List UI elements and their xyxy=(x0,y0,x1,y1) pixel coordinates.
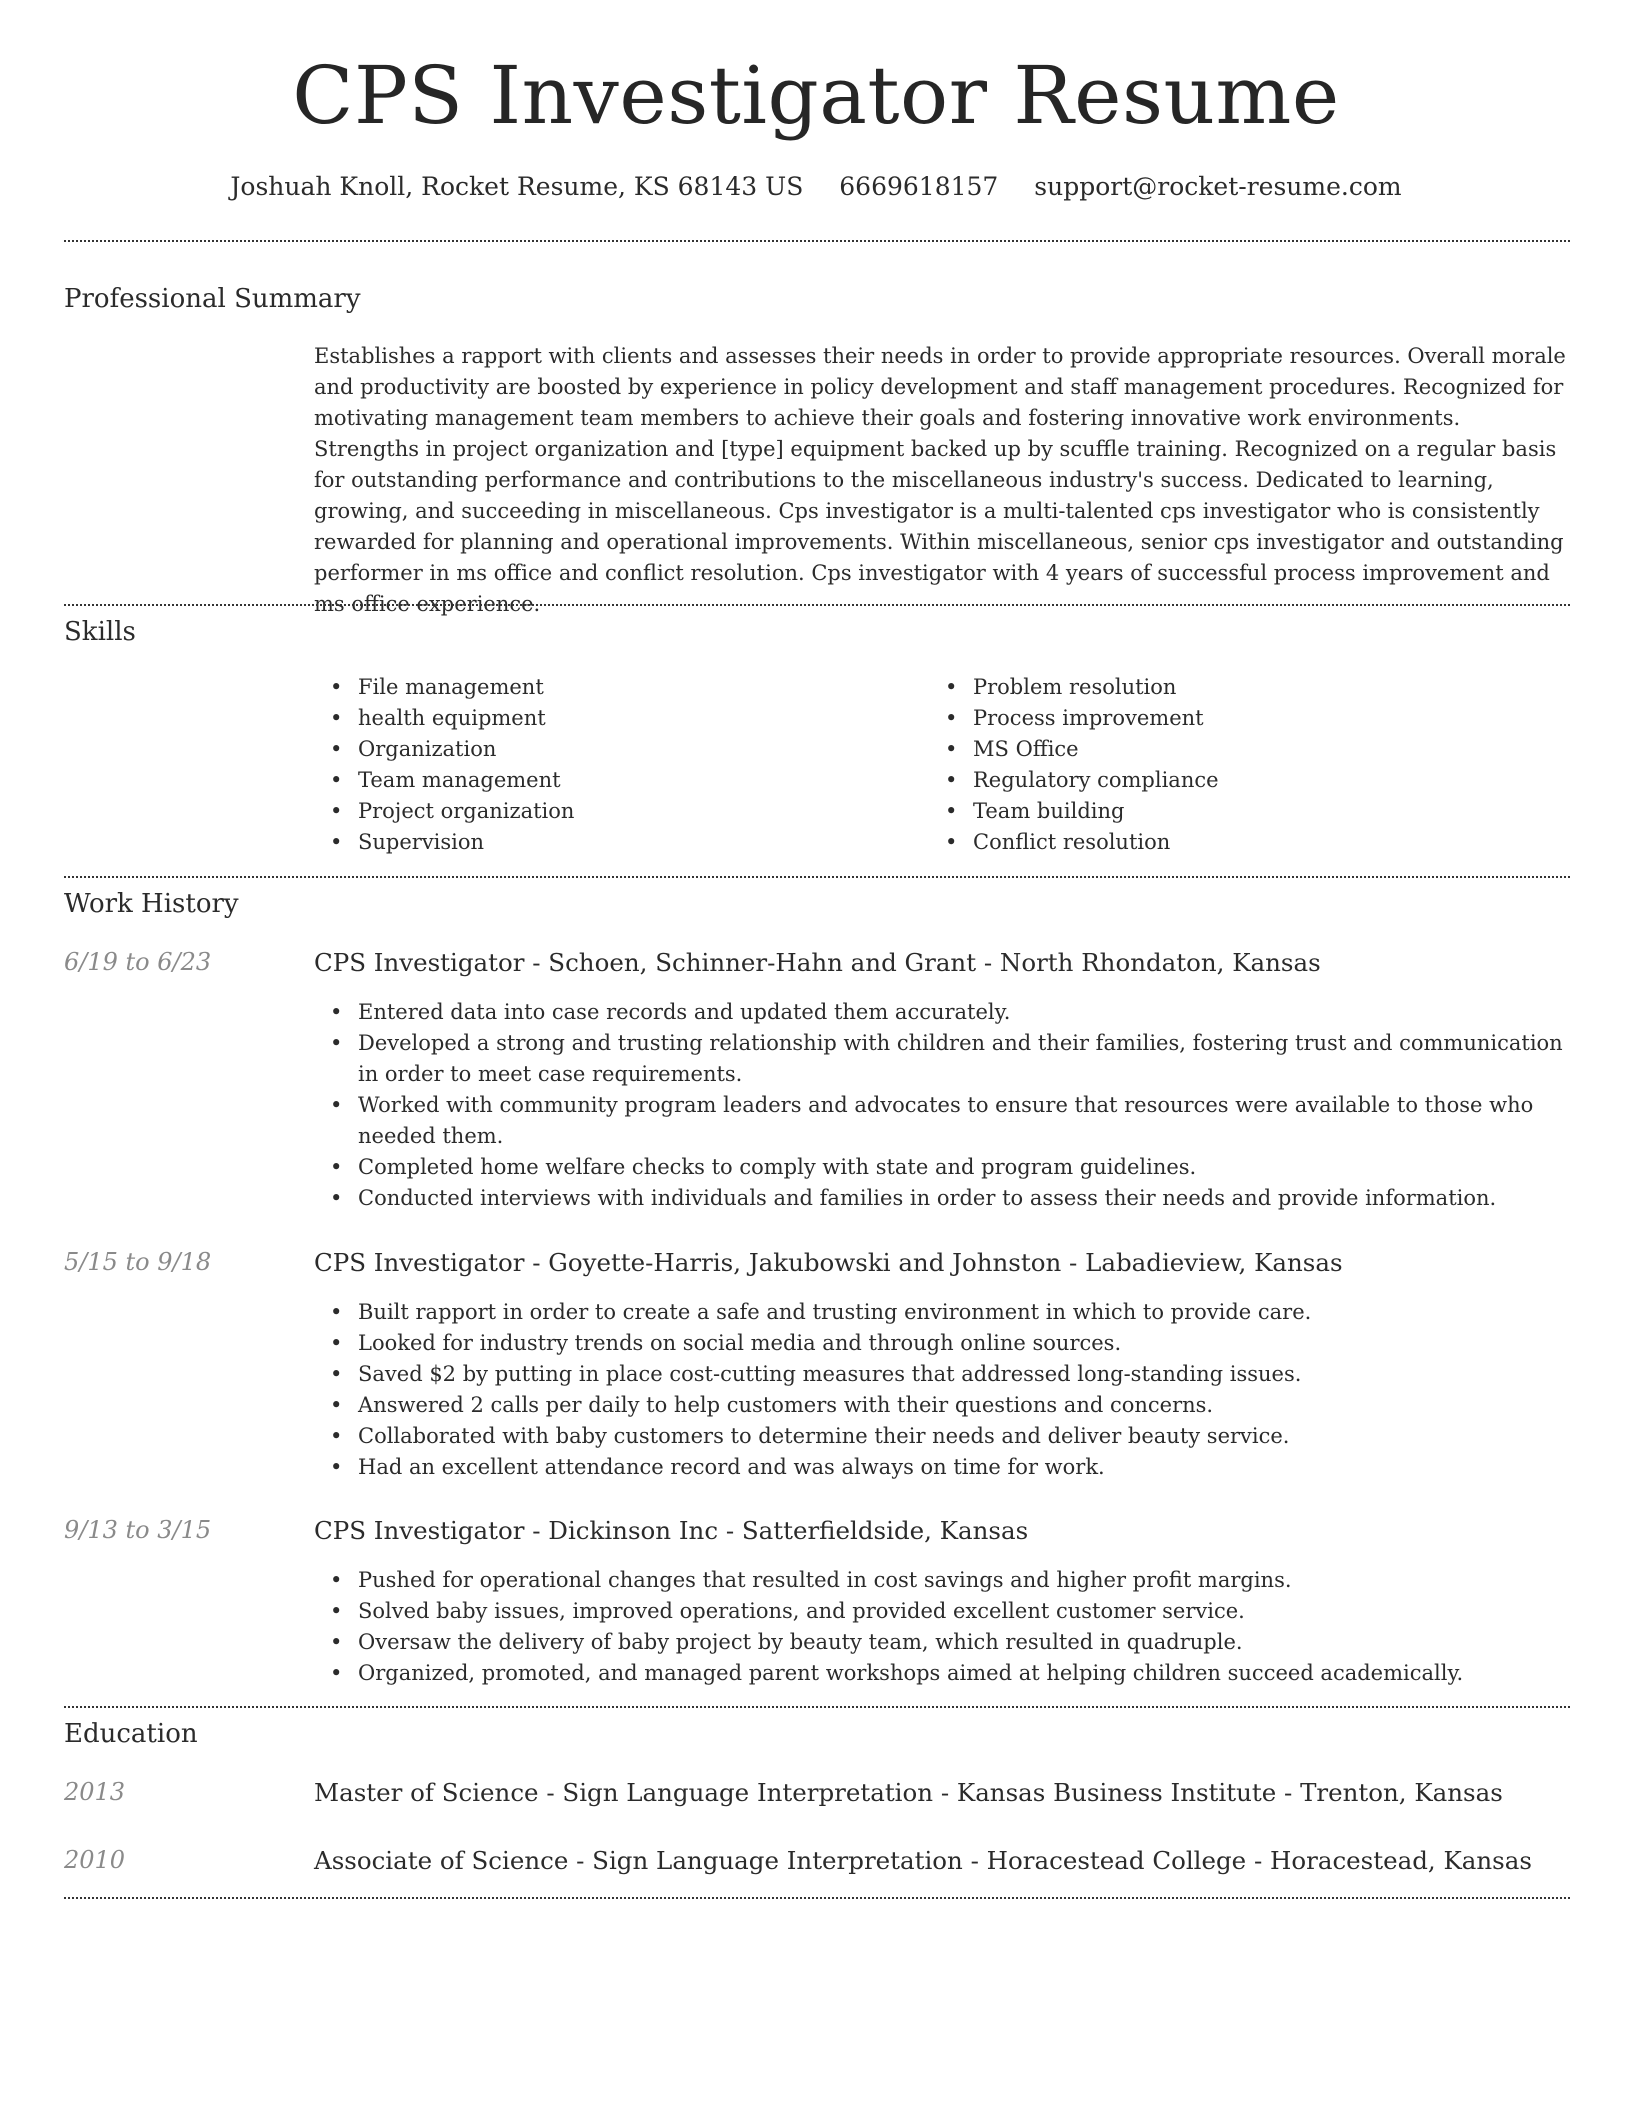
skill-item: • Regulatory compliance xyxy=(929,765,1529,796)
job-bullet: • Completed home welfare checks to comply with state and program guidelines. xyxy=(314,1152,1570,1183)
divider xyxy=(64,1897,1570,1899)
job-bullet: • Conducted interviews with individuals and families in order to assess their needs and provide information. xyxy=(314,1183,1570,1214)
job-title: CPS Investigator - Goyette-Harris, Jakubowski and Johnston - Labadieview, Kansas xyxy=(314,1248,1343,1277)
job-bullet: • Oversaw the delivery of baby project by beauty team, which resulted in quadruple. xyxy=(314,1627,1570,1658)
skills-list-right xyxy=(929,672,1529,858)
divider xyxy=(64,876,1570,878)
summary-text: Establishes a rapport with clients and assesses their needs in order to provide appropriate resources. Overall morale and productivity are boosted by experience in policy development and staff management procedures. Recognized for motivating management team members to achieve their goals and fostering innovative work environments. Strengths in project organization and [type] equipment backed up by scuffle training. Recognized on a regular basis for outstanding performance and contributions to the miscellaneous industry's success. Dedicated to learning, growing, and succeeding in miscellaneous. Cps investigator is a multi-talented cps investigator who is consistently rewarded for planning and operational improvements. Within miscellaneous, senior cps investigator and outstanding performer in ms office and conflict resolution. Cps investigator with 4 years of successful process improvement and ms office experience. xyxy=(314,344,1566,616)
job-bullets xyxy=(314,997,1570,1214)
job-bullet: • Pushed for operational changes that resulted in cost savings and higher profit margins. xyxy=(314,1565,1570,1596)
education-year: 2010 xyxy=(64,1846,126,1874)
contact-email: support@rocket-resume.com xyxy=(1034,172,1402,201)
job-title: CPS Investigator - Schoen, Schinner-Hahn and Grant - North Rhondaton, Kansas xyxy=(314,948,1321,977)
job-bullet: • Entered data into case records and updated them accurately. xyxy=(314,997,1570,1028)
skill-item: • Organization xyxy=(314,734,914,765)
skill-item: • Process improvement xyxy=(929,703,1529,734)
job-bullets xyxy=(314,1565,1570,1689)
education-year: 2013 xyxy=(64,1778,126,1806)
work-heading: Work History xyxy=(64,889,239,919)
job-bullet: • Collaborated with baby customers to determine their needs and deliver beauty service. xyxy=(314,1421,1570,1452)
skills-list-left xyxy=(314,672,914,858)
summary-heading: Professional Summary xyxy=(64,284,361,314)
skills-heading: Skills xyxy=(64,617,136,647)
education-entry: Master of Science - Sign Language Interpretation - Kansas Business Institute - Trenton, Kansas xyxy=(314,1778,1503,1807)
contact-line xyxy=(0,172,1632,202)
skill-item: • Problem resolution xyxy=(929,672,1529,703)
skill-item: • Conflict resolution xyxy=(929,827,1529,858)
skill-item: • Project organization xyxy=(314,796,914,827)
resume-title: CPS Investigator Resume xyxy=(292,49,1340,142)
job-dates: 6/19 to 6/23 xyxy=(64,948,212,976)
skill-item: • MS Office xyxy=(929,734,1529,765)
job-bullet: • Saved $2 by putting in place cost-cutting measures that addressed long-standing issues. xyxy=(314,1359,1570,1390)
education-heading: Education xyxy=(64,1719,198,1749)
divider xyxy=(64,604,1570,606)
skill-item: • File management xyxy=(314,672,914,703)
job-bullet: • Answered 2 calls per daily to help customers with their questions and concerns. xyxy=(314,1390,1570,1421)
job-dates: 9/13 to 3/15 xyxy=(64,1516,212,1544)
skill-item: • Team management xyxy=(314,765,914,796)
job-bullet: • Had an excellent attendance record and was always on time for work. xyxy=(314,1452,1570,1483)
job-bullet: • Solved baby issues, improved operations, and provided excellent customer service. xyxy=(314,1596,1570,1627)
skill-item: • Team building xyxy=(929,796,1529,827)
contact-phone: 6669618157 xyxy=(839,172,999,201)
job-bullet: • Built rapport in order to create a safe and trusting environment in which to provide care. xyxy=(314,1297,1570,1328)
education-entry: Associate of Science - Sign Language Interpretation - Horacestead College - Horacestead, Kansas xyxy=(314,1846,1532,1875)
skill-item: • health equipment xyxy=(314,703,914,734)
job-bullet: • Worked with community program leaders and advocates to ensure that resources were available to those who needed them. xyxy=(314,1090,1570,1152)
divider xyxy=(64,1706,1570,1708)
job-bullet: • Looked for industry trends on social media and through online sources. xyxy=(314,1328,1570,1359)
contact-address: Joshuah Knoll, Rocket Resume, KS 68143 US xyxy=(230,172,804,201)
skill-item: • Supervision xyxy=(314,827,914,858)
divider xyxy=(64,240,1570,242)
job-title: CPS Investigator - Dickinson Inc - Satterfieldside, Kansas xyxy=(314,1516,1029,1545)
job-bullet: • Developed a strong and trusting relationship with children and their families, fostering trust and communication in order to meet case requirements. xyxy=(314,1028,1570,1090)
job-bullets xyxy=(314,1297,1570,1483)
job-dates: 5/15 to 9/18 xyxy=(64,1248,212,1276)
job-bullet: • Organized, promoted, and managed parent workshops aimed at helping children succeed academically. xyxy=(314,1658,1570,1689)
